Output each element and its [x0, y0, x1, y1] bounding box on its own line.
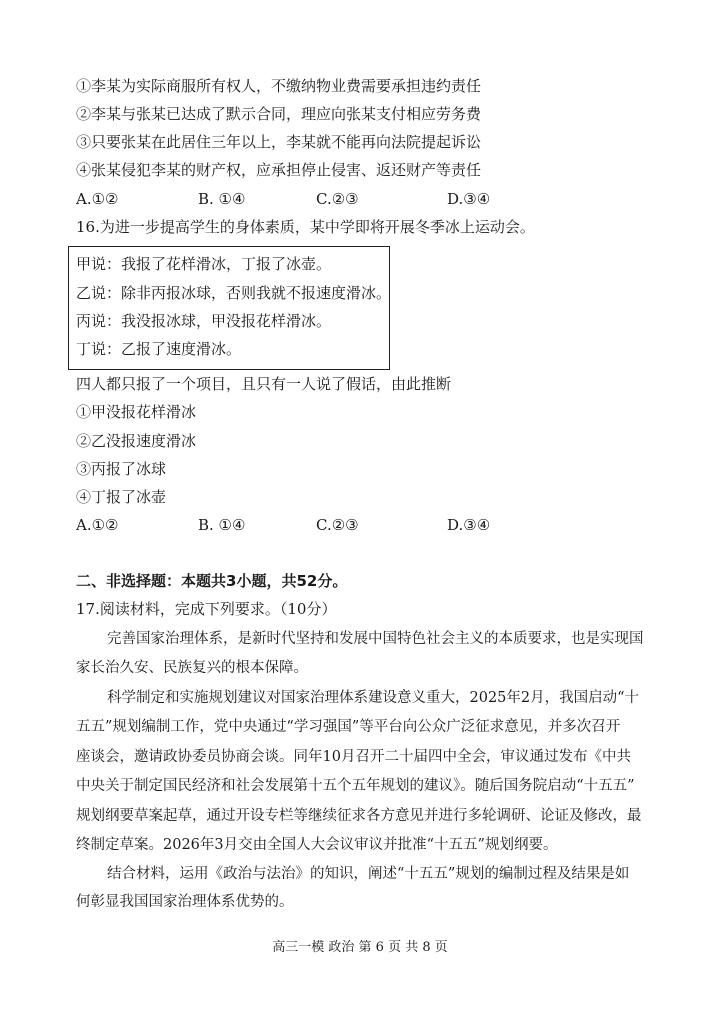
- q16-option-c: C.②③: [316, 516, 359, 534]
- q16-statement-2: ②乙没报速度滑冰: [76, 432, 197, 450]
- section-heading: 二、非选择题：本题共3小题，共52分。: [76, 572, 348, 590]
- q16-statement-3: ③丙报了冰球: [76, 460, 167, 478]
- q17-para-line-10: 何彰显我国国家治理体系优势的。: [76, 894, 294, 910]
- q16-stem: 16.为进一步提高学生的身体素质，某中学即将开展冬季冰上运动会。: [76, 218, 535, 236]
- q16-quote-ding: 丁说：乙报了速度滑冰。: [76, 340, 242, 358]
- q17-para-line-6: 中央关于制定国民经济和社会发展第十五个五年规划的建议》。随后国务院启动“十五五”: [76, 778, 635, 794]
- q16-option-d: D.③④: [447, 516, 491, 534]
- q16-prompt: 四人都只报了一个项目，且只有一人说了假话，由此推断: [76, 375, 452, 393]
- q17-para-line-9: 结合材料，运用《政治与法治》的知识，阐述“十五五”规划的编制过程及结果是如: [107, 866, 630, 882]
- q17-para-line-5: 座谈会，邀请政协委员协商会谈。同年10月召开二十届四中全会，审议通过发布《中共: [76, 749, 631, 765]
- q16-quote-yi: 乙说：除非丙报冰球，否则我就不报速度滑冰。: [76, 284, 392, 302]
- q15-statement-4: ④张某侵犯李某的财产权，应承担停止侵害、返还财产等责任: [76, 161, 482, 179]
- q17-para-line-8: 终制定草案。2026年3月交由全国人大会议审议并批准“十五五”规划纲要。: [76, 837, 558, 853]
- q16-statement-4: ④丁报了冰壶: [76, 488, 167, 506]
- q15-statement-3: ③只要张某在此居住三年以上，李某就不能再向法院提起诉讼: [76, 133, 482, 151]
- q15-option-a: A.①②: [76, 190, 119, 208]
- q17-para-line-7: 规划纲要草案起草，通过开设专栏等继续征求各方意见并进行多轮调研、论证及修改，最: [76, 808, 642, 824]
- q17-para-line-3: 科学制定和实施规划建议对国家治理体系建设意义重大，2025年2月，我国启动“十: [107, 690, 640, 706]
- q17-stem: 17.阅读材料，完成下列要求。（10分）: [76, 600, 337, 618]
- q16-option-a: A.①②: [76, 516, 119, 534]
- q16-quote-jia: 甲说：我报了花样滑冰，丁报了冰壶。: [76, 255, 332, 273]
- q17-para-line-1: 完善国家治理体系，是新时代坚持和发展中国特色社会主义的本质要求，也是实现国: [107, 631, 644, 647]
- q17-para-line-4: 五五”规划编制工作，党中央通过“学习强国”等平台向公众广泛征求意见，并多次召开: [76, 719, 621, 735]
- q16-statement-1: ①甲没报花样滑冰: [76, 403, 197, 421]
- q15-option-d: D.③④: [447, 190, 491, 208]
- q15-option-c: C.②③: [316, 190, 359, 208]
- q17-para-line-2: 家长治久安、民族复兴的根本保障。: [76, 660, 308, 676]
- page-footer: 高三一模 政治 第 6 页 共 8 页: [272, 940, 448, 955]
- q15-statement-2: ②李某与张某已达成了默示合同，理应向张某支付相应劳务费: [76, 105, 482, 123]
- q16-quote-bing: 丙说：我没报冰球，甲没报花样滑冰。: [76, 312, 332, 330]
- q15-statement-1: ①李某为实际商服所有权人，不缴纳物业费需要承担违约责任: [76, 77, 482, 95]
- q15-option-b: B. ①④: [198, 190, 246, 208]
- q16-option-b: B. ①④: [198, 516, 246, 534]
